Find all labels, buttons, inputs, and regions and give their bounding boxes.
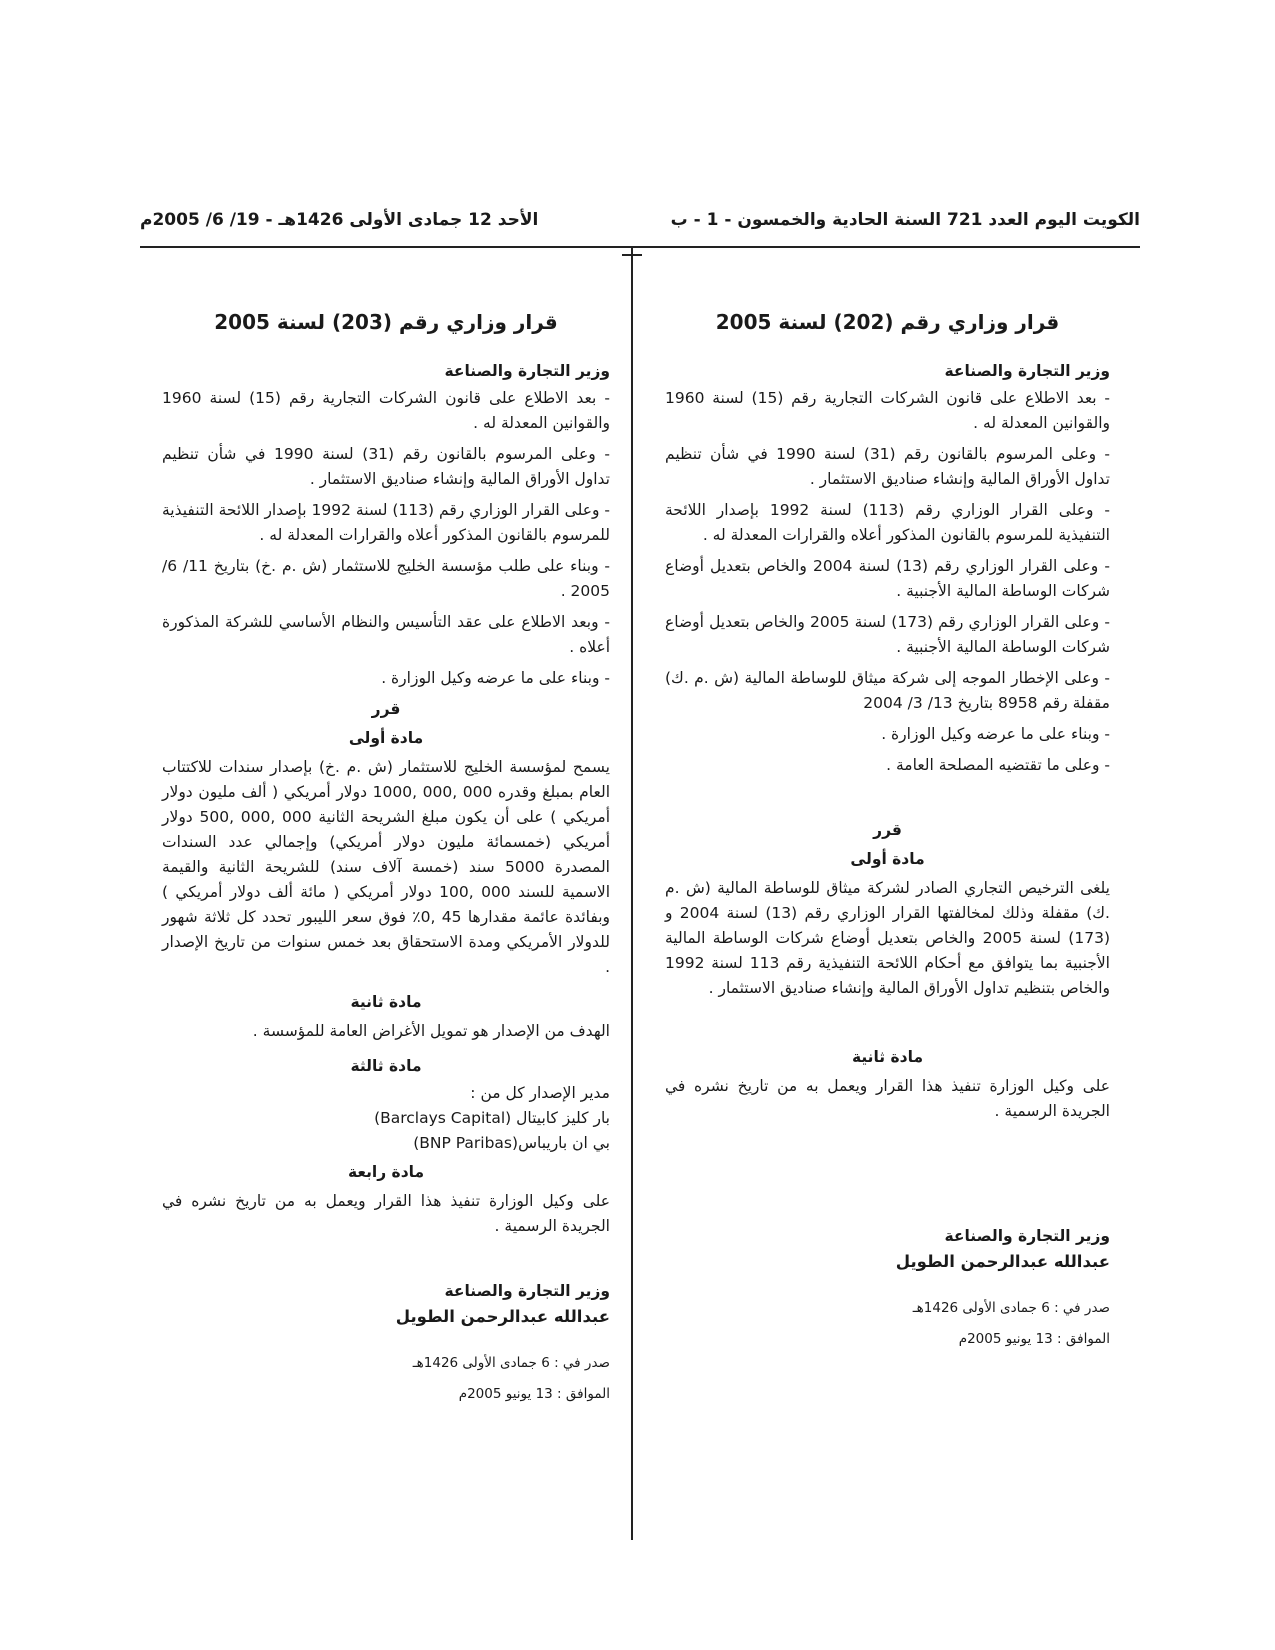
decree-202-article-1-text: يلغى الترخيص التجاري الصادر لشركة ميثاق للوساطة المالية (ش .م .ك) مقفلة وذلك لمخالفتها القرار الوزاري رقم (13) لسنة 2004 و (173) لسنة 2005 والخاص بتعديل أوضاع شركات الوساطة المالية الأجنبية بما يتوافق مع أحكام اللائحة التنفيذية رقم 113 لسنة 1992 والخاص بتنظيم تداول الأوراق المالية وإنشاء صناديق الاستثمار .: [665, 879, 1110, 997]
decree-203-preamble-clause: - وبعد الاطلاع على عقد التأسيس والنظام الأساسي للشركة المذكورة أعلاه .: [162, 613, 610, 656]
decree-203-article-4-title: مادة رابعة: [347, 1163, 425, 1181]
decree-203-article-2-title: مادة ثانية: [350, 993, 422, 1011]
decree-202-signature-title: وزير التجارة والصناعة: [944, 1227, 1110, 1245]
decree-202-preamble-clause: - وعلى القرار الوزاري رقم (13) لسنة 2004 والخاص بتعديل أوضاع شركات الوساطة المالية الأجنبية .: [665, 557, 1110, 600]
column-divider: [631, 248, 633, 1540]
decree-203-signature-title: وزير التجارة والصناعة: [444, 1282, 610, 1300]
decree-203-article-4-text: على وكيل الوزارة تنفيذ هذا القرار ويعمل به من تاريخ نشره في الجريدة الرسمية .: [162, 1192, 610, 1235]
header-divider: [140, 246, 1140, 248]
decree-203-preamble-clause: - وبناء على ما عرضه وكيل الوزارة .: [381, 669, 610, 687]
decree-202-article-2-title: مادة ثانية: [851, 1048, 924, 1066]
decree-203-issued-date: صدر في : 6 جمادى الأولى 1426هـ: [412, 1355, 610, 1371]
column-divider-mark: [622, 254, 642, 256]
decree-202-decided: قرر: [873, 821, 902, 839]
decree-203-article-3-line: بي ان باريباس(BNP Paribas): [413, 1134, 610, 1152]
decree-203-article-3-line: مدير الإصدار كل من :: [470, 1084, 610, 1102]
decree-202-preamble-clause: - وعلى ما تقتضيه المصلحة العامة .: [886, 756, 1110, 774]
decree-202-preamble-clause: - وعلى القرار الوزاري رقم (173) لسنة 2005 والخاص بتعديل أوضاع شركات الوساطة المالية الأجنبية .: [665, 613, 1110, 656]
decree-202-preamble-clause: - بعد الاطلاع على قانون الشركات التجارية رقم (15) لسنة 1960 والقوانين المعدلة له .: [665, 389, 1110, 432]
decree-203-preamble-clause: - وعلى المرسوم بالقانون رقم (31) لسنة 1990 في شأن تنظيم تداول الأوراق المالية وإنشاء صناديق الاستثمار .: [162, 445, 610, 488]
decree-203-article-3-line: بار كليز كابيتال (Barclays Capital): [374, 1109, 610, 1127]
gazette-date: الأحد 12 جمادى الأولى 1426هـ - 19/ 6/ 2005م: [140, 210, 539, 230]
decree-203-title: قرار وزاري رقم (203) لسنة 2005: [214, 310, 558, 334]
decree-202-article-1-title: مادة أولى: [850, 850, 925, 868]
decree-202-signature-name: عبدالله عبدالرحمن الطويل: [895, 1252, 1110, 1271]
decree-202-column: [665, 300, 1110, 1358]
decree-202-preamble-clause: - وبناء على ما عرضه وكيل الوزارة .: [881, 725, 1110, 743]
page-header: [140, 210, 1140, 246]
decree-203-preamble-clause: - وعلى القرار الوزاري رقم (113) لسنة 1992 بإصدار اللائحة التنفيذية للمرسوم بالقانون المذكور أعلاه والقرارات المعدلة له .: [162, 501, 610, 544]
decree-203-article-1-text: يسمح لمؤسسة الخليج للاستثمار (ش .م .خ) بإصدار سندات للاكتتاب العام بمبلغ وقدره 000 ,000 ,1000 دولار أمريكي ( ألف مليون دولار أمريكي ) على أن يكون مبلغ الشريحة الثانية 000 ,000 ,500 دولار أمريكي (خمسمائة مليون دولار أمريكي) وإجمالي عدد السندات المصدرة 5000 سند (خمسة آلاف سند) للشريحة الثانية والقيمة الاسمية للسند 000 ,100 دولار أمريكي ( مائة ألف دولار أمريكي ) وبفائدة عائمة مقدارها 45 ,0٪ فوق سعر الليبور تحدد كل ثلاثة شهور للدولار الأمريكي ومدة الاستحقاق بعد خمس سنوات من تاريخ الإصدار .: [162, 758, 611, 976]
decree-203-article-3-title: مادة ثالثة: [350, 1057, 422, 1075]
decree-202-preamble-clause: - وعلى المرسوم بالقانون رقم (31) لسنة 1990 في شأن تنظيم تداول الأوراق المالية وإنشاء صناديق الاستثمار .: [665, 445, 1110, 488]
decree-202-article-2-text: على وكيل الوزارة تنفيذ هذا القرار ويعمل به من تاريخ نشره في الجريدة الرسمية .: [665, 1077, 1110, 1120]
decree-203-article-2-text: الهدف من الإصدار هو تمويل الأغراض العامة للمؤسسة .: [252, 1022, 610, 1040]
gazette-issue-info: الكويت اليوم العدد 721 السنة الحادية والخمسون - 1 - ب: [670, 210, 1140, 230]
decree-202-preamble-clause: - وعلى القرار الوزاري رقم (113) لسنة 1992 بإصدار اللائحة التنفيذية للمرسوم بالقانون المذكور أعلاه والقرارات المعدلة له .: [665, 501, 1110, 544]
decree-203-preamble-clause: - بعد الاطلاع على قانون الشركات التجارية رقم (15) لسنة 1960 والقوانين المعدلة له .: [162, 389, 610, 432]
decree-203-signature-name: عبدالله عبدالرحمن الطويل: [395, 1307, 610, 1326]
decree-203-decided: قرر: [371, 700, 401, 718]
decree-202-issued-date: صدر في : 6 جمادى الأولى 1426هـ: [912, 1300, 1110, 1316]
decree-203-preamble-clause: - وبناء على طلب مؤسسة الخليج للاستثمار (ش .م .خ) بتاريخ 11/ 6/ 2005 .: [162, 557, 610, 600]
decree-203-article-1-title: مادة أولى: [348, 729, 424, 747]
decree-203-corresponding-date: الموافق : 13 يونيو 2005م: [458, 1386, 610, 1402]
decree-203-minister-heading: وزير التجارة والصناعة: [444, 362, 610, 380]
decree-202-preamble-clause: - وعلى الإخطار الموجه إلى شركة ميثاق للوساطة المالية (ش .م .ك) مقفلة رقم 8958 بتاريخ 13/ 3/ 2004: [665, 669, 1110, 712]
decree-203-column: [162, 300, 610, 1413]
decree-202-minister-heading: وزير التجارة والصناعة: [944, 362, 1110, 380]
decree-202-title: قرار وزاري رقم (202) لسنة 2005: [715, 310, 1060, 334]
decree-202-corresponding-date: الموافق : 13 يونيو 2005م: [958, 1331, 1110, 1347]
